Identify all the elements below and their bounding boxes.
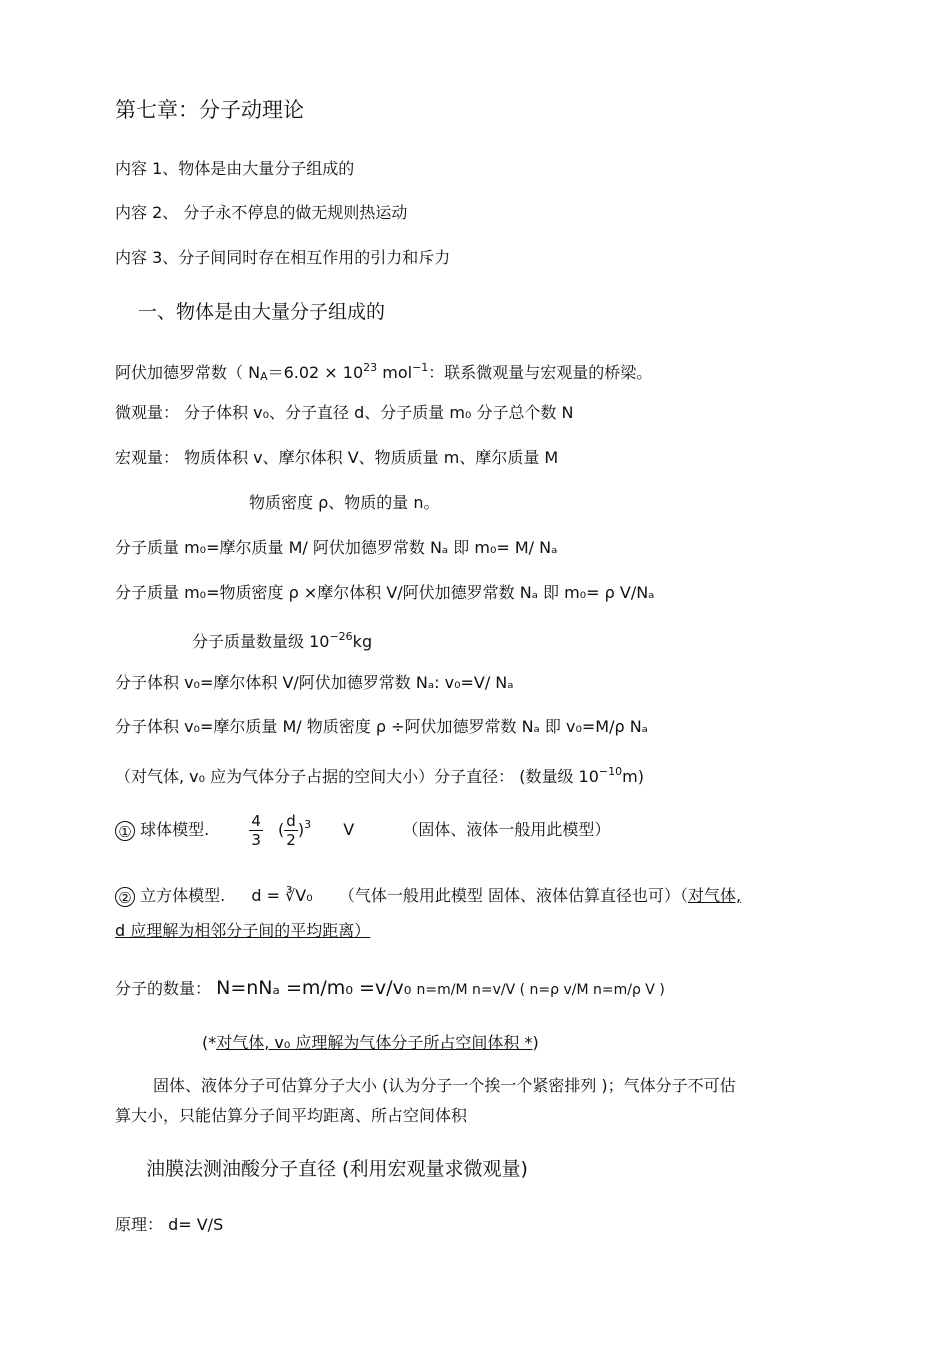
cube-model (115, 886, 741, 907)
gas-note-exp: −10 (598, 765, 623, 778)
sphere-model: ① 球体模型. $\frac{4}{3}$ ( $\frac{d}{2}$ )$^3$ V （固体、液体一般用此模型） (115, 805, 610, 850)
section-heading: 一、物体是由大量分子组成的 (138, 301, 386, 323)
cube-exp: 3 (304, 818, 312, 831)
oil-film-heading: 油膜法测油酸分子直径 (利用宏观量求微观量) (146, 1158, 528, 1180)
cube-label: 立方体模型. (140, 886, 226, 905)
molecular-mass-2: 分子质量 m₀=物质密度 ρ ×摩尔体积 V/阿伏加德罗常数 Nₐ 即 m₀= ρ V/Nₐ (115, 583, 655, 602)
avogadro-exp: 23 (363, 361, 378, 374)
cube-note-line2: d 应理解为相邻分子间的平均距离） (115, 921, 371, 940)
avogadro-pre: 阿伏加德罗常数（ N (115, 363, 261, 382)
molecular-mass-order (192, 627, 372, 652)
avogadro-mid: ＝6.02 × 10 (267, 363, 364, 382)
macro-quantities-2: 物质密度 ρ、物质的量 n。 (249, 493, 440, 512)
molecular-volume-1: 分子体积 v₀=摩尔体积 V/阿伏加德罗常数 Nₐ: v₀=V/ Nₐ (115, 673, 514, 692)
mass-order-unit: kg (352, 632, 373, 651)
micro-quantities: 微观量： 分子体积 v₀、分子直径 d、分子质量 m₀ 分子总个数 N (115, 403, 574, 422)
count-formula: N=nNₐ =m/m₀ =v/v₀ (216, 977, 412, 999)
chapter-title: 第七章：分子动理论 (115, 98, 304, 122)
cube-formula: d = ∛V₀ (251, 886, 313, 905)
circled-two: ② (115, 887, 135, 907)
content-item-3: 内容 3、分子间同时存在相互作用的引力和斥力 (115, 248, 451, 267)
frac-den: 3 (251, 831, 261, 849)
frac-d: d (284, 812, 298, 831)
fraction-four-thirds (249, 812, 263, 849)
molecular-mass-1: 分子质量 m₀=摩尔质量 M/ 阿伏加德罗常数 Nₐ 即 m₀= M/ Nₐ (115, 538, 558, 557)
principle-line: 原理： d= V/S (115, 1215, 224, 1234)
gas-diameter-note (115, 762, 644, 787)
count-rest: n=m/M n=v/V ( n=ρ v/M n=m/ρ V ) (416, 982, 665, 998)
frac-num: 4 (251, 812, 261, 830)
fraction-d-over-2 (284, 812, 298, 849)
content-item-2: 内容 2、 分子永不停息的做无规则热运动 (115, 203, 408, 222)
macro-quantities: 宏观量： 物质体积 v、摩尔体积 V、物质质量 m、摩尔质量 M (115, 448, 559, 467)
frac-two: 2 (286, 831, 296, 849)
gas-note-unit: m) (622, 767, 644, 786)
gas-note-text: （对气体, v₀ 应为气体分子占据的空间大小）分子直径： (数量级 10 (115, 767, 599, 786)
molecule-count (115, 978, 665, 1000)
estimate-line-1: 固体、液体分子可估算分子大小 (认为分子一个挨一个紧密排列 )；气体分子不可估 (153, 1076, 736, 1095)
circled-one: ① (115, 821, 135, 841)
sphere-note: （固体、液体一般用此模型） (402, 820, 611, 839)
avogadro-constant (115, 358, 652, 387)
gas-volume-note (202, 1033, 539, 1053)
mass-order-text: 分子质量数量级 10 (192, 632, 330, 651)
avogadro-sub: A (260, 370, 268, 383)
mass-order-exp: −26 (329, 630, 353, 643)
gas-note2-underlined: 对气体, v₀ 应理解为气体分子所占空间体积 * (216, 1033, 533, 1052)
gas-note2-pre: (* (202, 1033, 217, 1052)
avogadro-unit: mol (377, 363, 413, 382)
molecular-volume-2: 分子体积 v₀=摩尔质量 M/ 物质密度 ρ ÷阿伏加德罗常数 Nₐ 即 v₀=M/ρ Nₐ (115, 717, 648, 736)
content-item-1: 内容 1、物体是由大量分子组成的 (115, 159, 355, 178)
gas-note2-post: ) (532, 1033, 539, 1052)
count-label: 分子的数量： (115, 979, 212, 998)
sphere-label: 球体模型. (140, 820, 210, 839)
sphere-volume: V (343, 820, 355, 839)
estimate-line-2: 算大小，只能估算分子间平均距离、所占空间体积 (115, 1106, 468, 1125)
avogadro-tail: ：联系微观量与宏观量的桥梁。 (428, 363, 653, 382)
avogadro-exp2: −1 (412, 361, 429, 374)
cube-note: （气体一般用此模型 固体、液体估算直径也可）（ (338, 886, 688, 905)
cube-note-underlined: 对气体, (687, 886, 742, 905)
